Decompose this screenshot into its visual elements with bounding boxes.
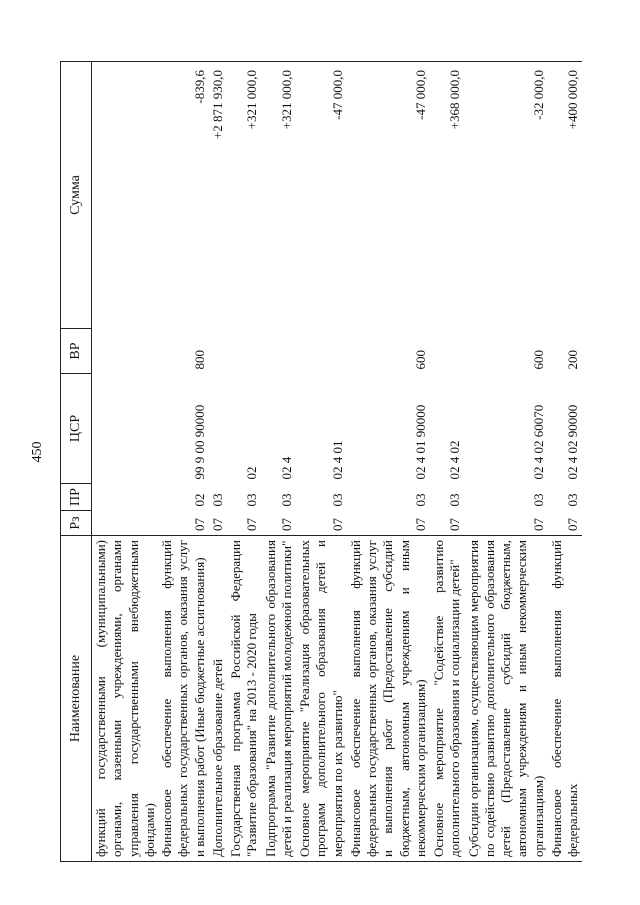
row-pr: 03: [209, 493, 225, 507]
row-sum: +321 000,0: [262, 62, 297, 329]
row-sum: [92, 62, 159, 329]
header-csr: ЦСР: [61, 374, 92, 484]
table-row: [262, 62, 297, 862]
row-vr: [430, 329, 465, 374]
row-vr: 200: [565, 350, 580, 370]
table-row: [158, 62, 209, 862]
table-header-row: [61, 62, 92, 862]
row-pr: 03: [329, 493, 345, 507]
row-csr: 02 4 01 90000: [412, 404, 428, 480]
row-csr: [92, 374, 159, 484]
table-row: [465, 62, 548, 862]
row-sum: -47 000,0: [347, 62, 430, 329]
row-vr: [227, 329, 262, 374]
row-csr: 02 4 01: [329, 440, 345, 480]
row-rz: 07: [209, 518, 225, 531]
row-rz: 07: [565, 518, 580, 531]
row-name: Основное мероприятие "Реализация образовательных программ дополнительного образования детей и мероприятия по их развитию": [296, 536, 347, 862]
row-sum: -47 000,0: [296, 62, 347, 329]
row-csr: 02 4 02 90000: [565, 404, 580, 480]
row-pr: 03: [278, 493, 294, 507]
table-row: [92, 62, 159, 862]
row-vr: 600: [530, 350, 546, 370]
row-rz: 07: [447, 518, 463, 531]
row-vr: [92, 329, 159, 374]
row-vr: 600: [412, 350, 428, 370]
row-name: Финансовое обеспечение выполнения функций федеральных государственных органов, оказания услуг и выполнения работ (Предоставление субсидий бюджетным, автономным учреждениям и иным некоммерческим организациям): [347, 536, 430, 862]
row-rz: 07: [244, 518, 260, 531]
row-csr: [209, 374, 227, 484]
row-csr: 99 9 00 90000: [191, 404, 207, 480]
row-vr: [262, 329, 297, 374]
row-pr: 03: [244, 493, 260, 507]
row-name: Дополнительное образование детей: [209, 536, 227, 862]
row-rz: 07: [412, 518, 428, 531]
row-rz: 07: [329, 518, 345, 531]
row-sum: +2 871 930,0: [209, 62, 227, 329]
header-sum: Сумма: [61, 62, 92, 329]
row-pr: 03: [447, 493, 463, 507]
row-name: Финансовое обеспечение выполнения функций федеральных: [548, 536, 583, 862]
row-name: Основное мероприятие "Содействие развитию дополнительного образования и социализации детей": [430, 536, 465, 862]
row-name: Государственная программа Российской Федерации "Развитие образования" на 2013 - 2020 годы: [227, 536, 262, 862]
budget-table: [60, 61, 582, 862]
table-row: [296, 62, 347, 862]
table-row: [209, 62, 227, 862]
table-row: [548, 62, 583, 862]
row-pr: 02: [191, 493, 207, 507]
row-sum: +321 000,0: [227, 62, 262, 329]
row-sum: +368 000,0: [430, 62, 465, 329]
header-pr: ПР: [61, 484, 92, 511]
row-pr: 03: [412, 493, 428, 507]
row-rz: 07: [278, 518, 294, 531]
row-sum: +400 000,0: [548, 62, 583, 329]
row-rz: 07: [191, 518, 207, 531]
row-vr: [209, 329, 227, 374]
row-pr: [92, 484, 159, 511]
rotated-page-content: [60, 62, 588, 862]
header-name: Наименование: [61, 536, 92, 862]
row-rz: [92, 511, 159, 536]
row-name: функций государственными (муниципальными) органами, казенными учреждениями, органами управления государственными внебюджетными фондами): [92, 536, 159, 862]
row-name: Финансовое обеспечение выполнения функций федеральных государственных органов, оказания услуг и выполнения работ (Иные бюджетные ассигнования): [158, 536, 209, 862]
row-csr: 02 4 02: [447, 440, 463, 480]
table-row: [227, 62, 262, 862]
row-sum: -32 000,0: [465, 62, 548, 329]
table-row: [430, 62, 465, 862]
row-csr: 02: [244, 466, 260, 480]
header-vr: ВР: [61, 329, 92, 374]
row-pr: 03: [530, 493, 546, 507]
row-vr: 800: [191, 350, 207, 370]
row-csr: 02 4: [278, 456, 294, 480]
row-pr: 03: [565, 493, 580, 507]
page-number: 450: [30, 441, 45, 463]
row-sum: -839,6: [158, 62, 209, 329]
row-name: Подпрограмма "Развитие дополнительного образования детей и реализация мероприятий молодежной политики": [262, 536, 297, 862]
table-row: [347, 62, 430, 862]
row-rz: 07: [530, 518, 546, 531]
row-name: Субсидии организациям, осуществляющим мероприятия по содействию развитию дополнительного образования детей (Предоставление субсидий бюджетным, автономным учреждениям и иным некоммерческим организациям): [465, 536, 548, 862]
row-vr: [296, 329, 347, 374]
row-csr: 02 4 02 60070: [530, 404, 546, 480]
header-rz: Рз: [61, 511, 92, 536]
